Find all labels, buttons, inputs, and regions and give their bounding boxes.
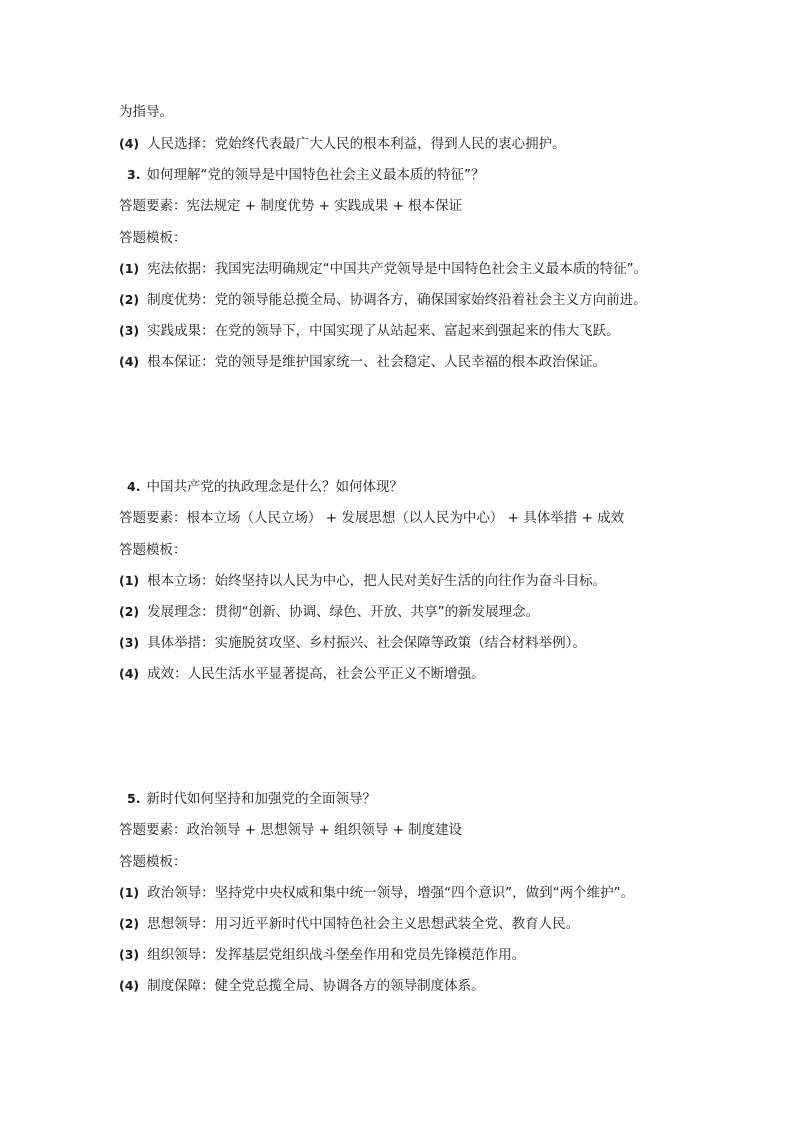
list-item [119,291,647,309]
item-text: 制度优势：党的领导能总揽全局、协调各方，确保国家始终沿着社会主义方向前进。 [147,292,647,308]
item-text: 组织领导：发挥基层党组织战斗堡垒作用和党员先锋模范作用。 [147,947,526,963]
item-text: 发展理念：贯彻“创新、协调、绿色、开放、共享”的新发展理念。 [147,604,540,620]
template-label: 答题模板： [119,542,187,558]
list-item [119,322,620,340]
template-label: 答题模板： [119,854,187,870]
item-number: (3) [119,323,140,338]
template-label: 答题模板： [119,230,187,246]
item-text: 实践成果：在党的领导下，中国实现了从站起来、富起来到强起来的伟大飞跃。 [147,323,620,339]
item-text: 根本保证：党的领导是维护国家统一、社会稳定、人民幸福的根本政治保证。 [147,354,607,370]
list-item [119,634,586,652]
list-item [119,915,579,933]
item-text: 思想领导：用习近平新时代中国特色社会主义思想武装全党、教育人民。 [147,916,580,932]
item-number: (2) [119,604,140,619]
item-number: (4) [119,666,140,681]
question-number: 4. [127,479,141,494]
answer-elements: 答题要素：宪法规定 + 制度优势 + 实践成果 + 根本保证 [119,198,463,214]
question-title: 新时代如何坚持和加强党的全面领导？ [146,791,376,807]
question-title: 中国共产党的执政理念是什么？如何体现？ [146,479,403,495]
item-number: (2) [119,292,140,307]
item-text: 人民选择：党始终代表最广大人民的根本利益，得到人民的衷心拥护。 [147,136,566,152]
item-number: (4) [119,136,140,151]
list-item [119,603,539,621]
list-item [119,665,485,683]
question-3-heading [127,166,484,184]
list-item [119,946,525,964]
answer-elements: 答题要素：政治领导 + 思想领导 + 组织领导 + 制度建设 [119,822,463,838]
list-item [119,135,566,153]
question-number: 3. [127,167,141,182]
continuation-text: 为指导。 [119,104,173,120]
list-item [119,353,606,371]
question-number: 5. [127,791,141,806]
list-item [119,977,485,995]
list-item [119,884,634,902]
question-4-heading [127,478,403,496]
item-text: 制度保障：健全党总揽全局、协调各方的领导制度体系。 [147,978,485,994]
item-text: 成效：人民生活水平显著提高，社会公平正义不断增强。 [147,666,485,682]
list-item [119,260,647,278]
item-number: (3) [119,635,140,650]
item-number: (1) [119,573,140,588]
item-text: 宪法依据：我国宪法明确规定“中国共产党领导是中国特色社会主义最本质的特征”。 [147,261,648,277]
item-text: 具体举措：实施脱贫攻坚、乡村振兴、社会保障等政策（结合材料举例）。 [147,635,586,651]
question-title: 如何理解“党的领导是中国特色社会主义最本质的特征”？ [146,167,485,183]
item-number: (3) [119,947,140,962]
item-number: (1) [119,261,140,276]
item-number: (2) [119,916,140,931]
question-5-heading [127,790,376,808]
answer-elements: 答题要素：根本立场（人民立场） + 发展思想（以人民为中心） + 具体举措 + 成效 [119,510,625,526]
item-number: (1) [119,885,140,900]
item-text: 政治领导：坚持党中央权威和集中统一领导，增强“四个意识”，做到“两个维护”。 [147,885,635,901]
item-number: (4) [119,978,140,993]
item-text: 根本立场：始终坚持以人民为中心，把人民对美好生活的向往作为奋斗目标。 [147,573,607,589]
item-number: (4) [119,354,140,369]
list-item [119,572,606,590]
